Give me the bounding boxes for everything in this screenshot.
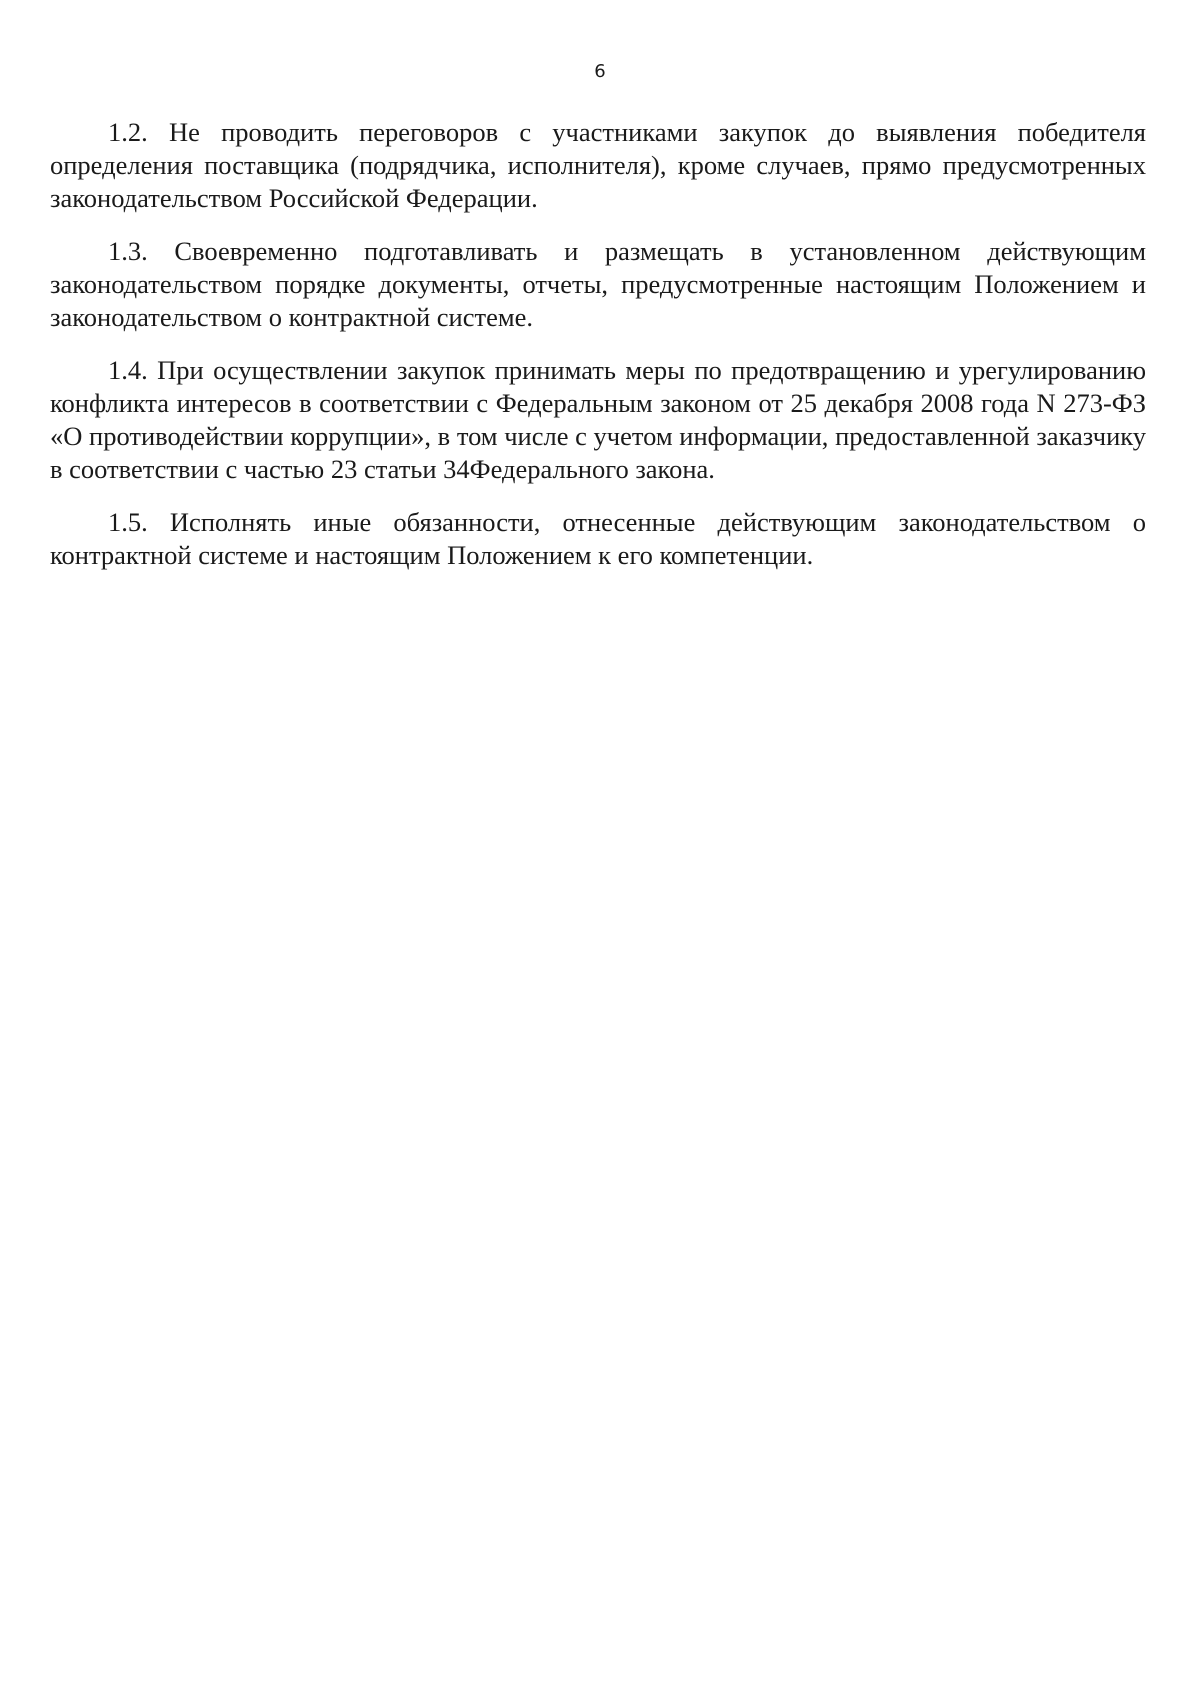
paragraph-1-5: 1.5. Исполнять иные обязанности, отнесенные действующим законодательством о контрактной системе и настоящим Положением к его компетенции. [50, 507, 1146, 570]
page-number: 6 [594, 61, 606, 82]
paragraph-1-3: 1.3. Своевременно подготавливать и размещать в установленном действующим законодательством порядке документы, отчеты, предусмотренные настоящим Положением и законодательством о контрактной системе. [50, 236, 1146, 332]
document-body [50, 116, 1146, 592]
paragraph-1-4: 1.4. При осуществлении закупок принимать меры по предотвращению и урегулированию конфликта интересов в соответствии с Федеральным законом от 25 декабря 2008 года N 273-ФЗ «О противодействии коррупции», в том числе с учетом информации, предоставленной заказчику в соответствии с частью 23 статьи 34Федерального закона. [50, 355, 1146, 484]
paragraph-1-2: 1.2. Не проводить переговоров с участниками закупок до выявления победителя определения поставщика (подрядчика, исполнителя), кроме случаев, прямо предусмотренных законодательством Российской Федерации. [50, 117, 1146, 213]
